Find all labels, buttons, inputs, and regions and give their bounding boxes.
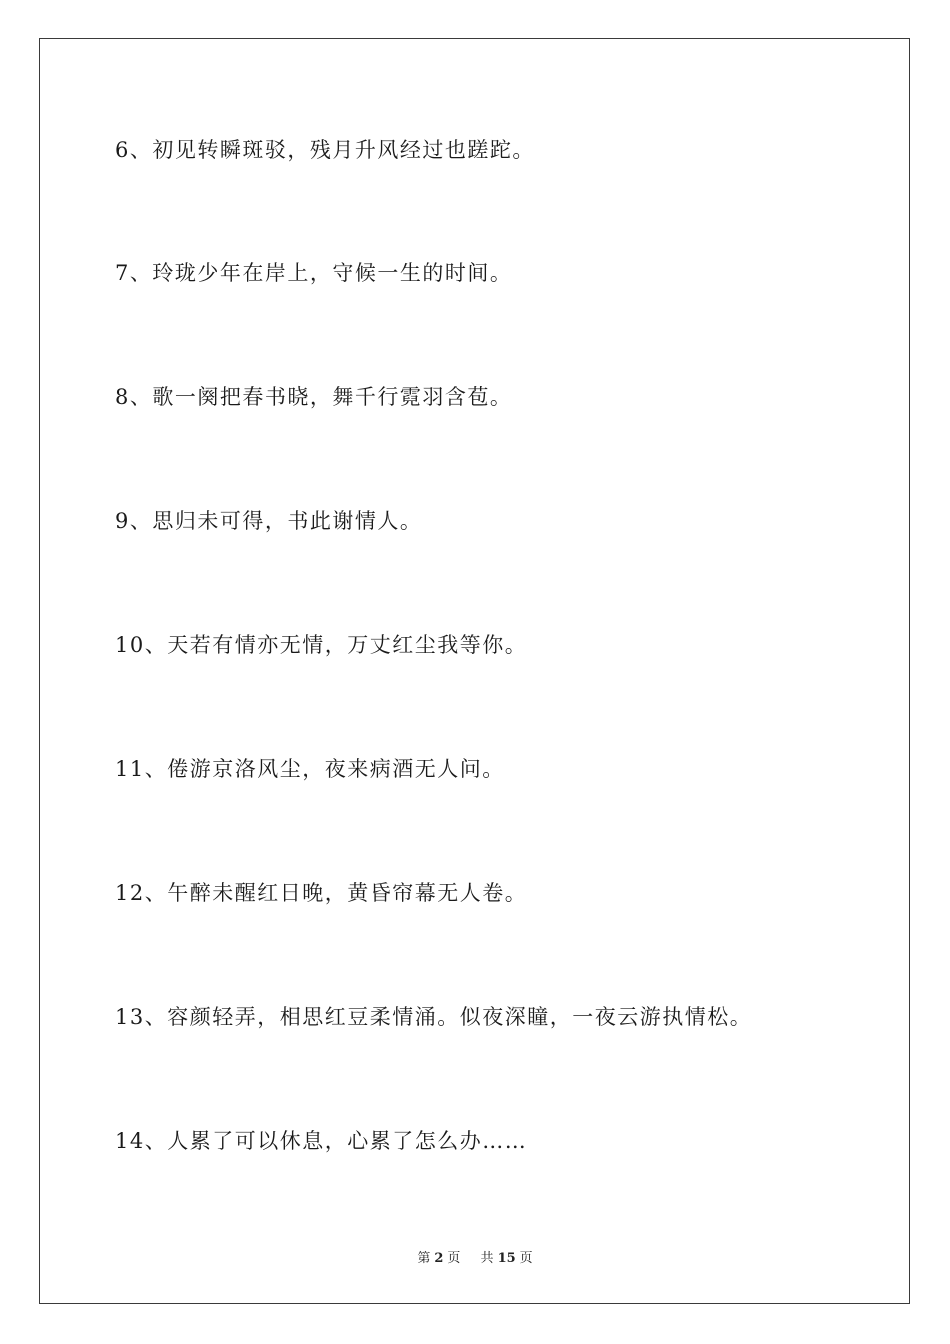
list-item: 10、天若有情亦无情，万丈红尘我等你。 (115, 633, 528, 657)
page-indicator (413, 1251, 464, 1266)
total-pages: 15 (497, 1251, 516, 1266)
page-footer (0, 1247, 950, 1266)
list-item: 12、午醉未醒红日晚，黄昏帘幕无人卷。 (115, 881, 528, 905)
list-item: 8、歌一阕把春书晓，舞千行霓羽含苞。 (115, 385, 513, 409)
list-item: 6、初见转瞬斑驳，残月升风经过也蹉跎。 (115, 138, 535, 162)
total-prefix: 共 (480, 1251, 494, 1266)
list-item: 7、玲珑少年在岸上，守候一生的时间。 (115, 261, 513, 285)
total-indicator (477, 1251, 537, 1266)
page-border (39, 38, 910, 1304)
list-item: 11、倦游京洛风尘，夜来病酒无人问。 (115, 757, 505, 781)
page-prefix: 第 (417, 1251, 431, 1266)
page-number: 2 (434, 1251, 444, 1266)
list-item: 13、容颜轻弄，相思红豆柔情涌。似夜深瞳，一夜云游执情松。 (115, 1005, 753, 1029)
page-suffix: 页 (447, 1251, 461, 1266)
list-item: 9、思归未可得，书此谢情人。 (115, 509, 423, 533)
list-item: 14、人累了可以休息，心累了怎么办…… (115, 1129, 528, 1153)
total-suffix: 页 (519, 1251, 533, 1266)
